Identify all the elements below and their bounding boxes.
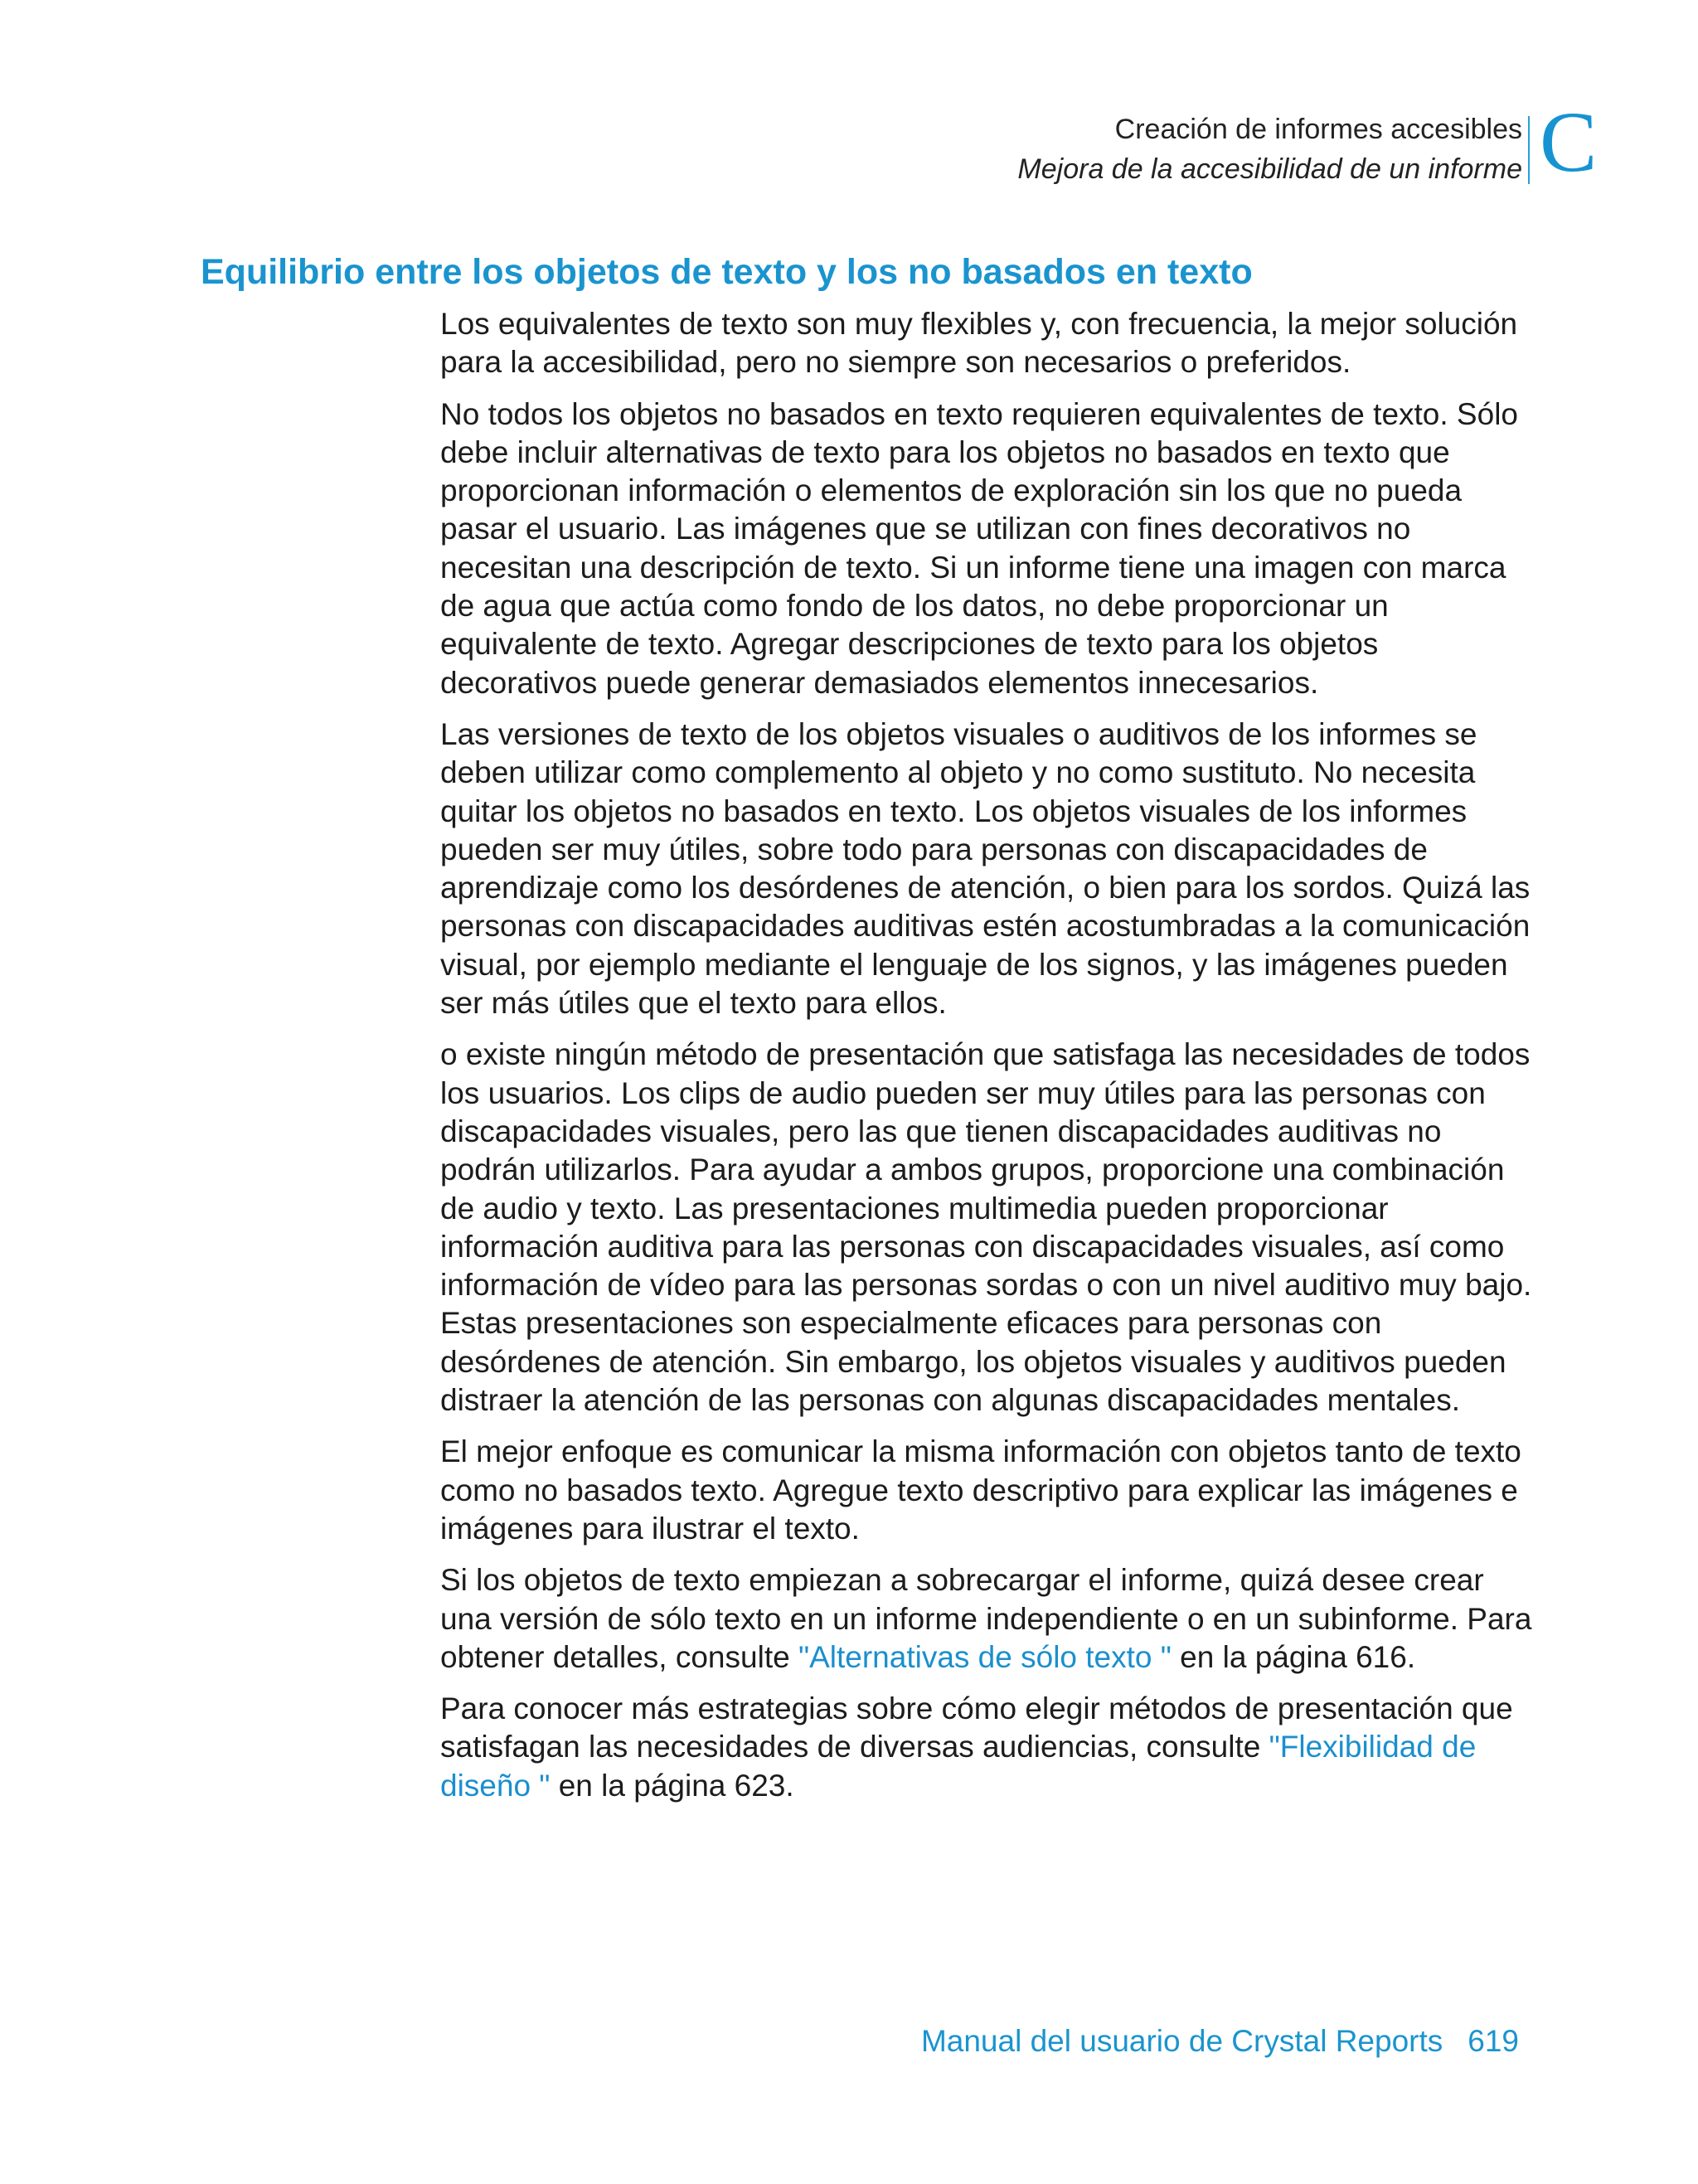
paragraph: No todos los objetos no basados en texto requieren equivalentes de texto. Sólo debe incluir alternativas de texto para los objetos no basados en texto que proporcionan información o elementos de exploración sin los que no pueda pasar el usuario. Las imágenes que se utilizan con fines decorativos no necesitan una descripción de texto. Si un informe tiene una imagen con marca de agua que actúa como fondo de los datos, no debe proporcionar un equivalente de texto. Agregar descripciones de texto para los objetos decorativos puede generar demasiados elementos innecesarios.: [440, 396, 1518, 700]
paragraph-text: Si los objetos de texto empiezan a sobrecargar el informe, quizá desee crear una versión de sólo texto en un informe independiente o en un subinforme. Para obtener detalles, consulte: [440, 1563, 1532, 1674]
paragraph-text: Para conocer más estrategias sobre cómo elegir métodos de presentación que satisfagan las necesidades de diversas audiencias, consulte: [440, 1691, 1513, 1764]
paragraph: El mejor enfoque es comunicar la misma información con objetos tanto de texto como no basados texto. Agregue texto descriptivo para explicar las imágenes e imágenes para ilustrar el texto.: [440, 1434, 1521, 1546]
header-divider: [1528, 116, 1530, 184]
chapter-letter: C: [1540, 95, 1598, 190]
paragraph: o existe ningún método de presentación que satisfaga las necesidades de todos los usuarios. Los clips de audio pueden ser muy útiles para las personas con discapacidades visuales, pero las que tienen discapacidades auditivas no podrán utilizarlos. Para ayudar a ambos grupos, proporcione una combinación de audio y texto. Las presentaciones multimedia pueden proporcionar información auditiva para las personas con discapacidades visuales, así como información de vídeo para las personas sordas o con un nivel auditivo muy bajo. Estas presentaciones son especialmente eficaces para personas con desórdenes de atención. Sin embargo, los objetos visuales y auditivos pueden distraer la atención de las personas con algunas discapacidades mentales.: [440, 1037, 1532, 1418]
header-chapter-title: Creación de informes accesibles: [1114, 114, 1522, 145]
paragraph: Los equivalentes de texto son muy flexibles y, con frecuencia, la mejor solución para la accesibilidad, pero no siempre son necesarios o preferidos.: [440, 307, 1518, 380]
running-header: [1017, 109, 1522, 189]
page-footer: [921, 2020, 1519, 2063]
header-section-subtitle: Mejora de la accesibilidad de un informe: [1017, 153, 1522, 185]
paragraph: Las versiones de texto de los objetos visuales o auditivos de los informes se deben utilizar como complemento al objeto y no como sustituto. No necesita quitar los objetos no basados en texto. Los objetos visuales de los informes pueden ser muy útiles, sobre todo para personas con discapacidades de aprendizaje como los desórdenes de atención, o bien para los sordos. Quizá las personas con discapacidades auditivas estén acostumbradas a la comunicación visual, por ejemplo mediante el lenguaje de los signos, y las imágenes pueden ser más útiles que el texto para ellos.: [440, 716, 1531, 1021]
body-text: [440, 305, 1535, 1818]
page-number: 619: [1468, 2024, 1519, 2058]
footer-manual-title: Manual del usuario de Crystal Reports: [920, 2024, 1443, 2058]
section-title: Equilibrio entre los objetos de texto y los no basados en texto: [201, 252, 1253, 292]
paragraph-text: en la página 616.: [1171, 1639, 1416, 1674]
paragraph-with-link: [440, 1690, 1535, 1805]
cross-reference-link[interactable]: "Alternativas de sólo texto ": [798, 1639, 1172, 1674]
paragraph-text: en la página 623.: [550, 1768, 794, 1803]
paragraph-with-link: [440, 1561, 1535, 1677]
cross-reference-link[interactable]: "Flexibilidad de diseño ": [440, 1730, 1477, 1803]
